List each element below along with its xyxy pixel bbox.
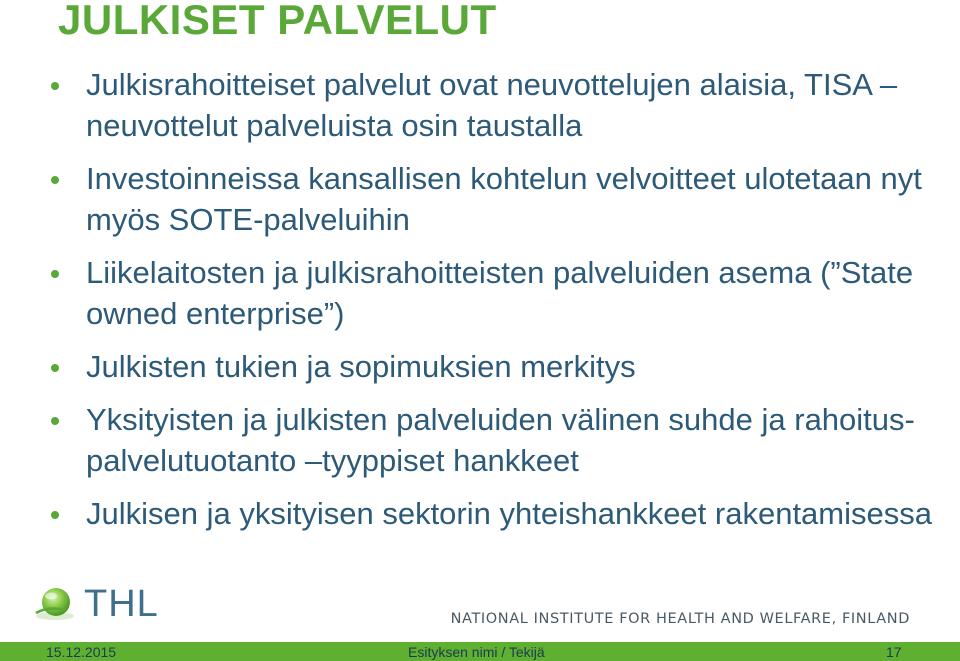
bullet-item	[48, 399, 948, 481]
bullet-icon	[51, 82, 59, 90]
bullet-icon	[51, 270, 59, 278]
footer-date: 15.12.2015	[46, 644, 117, 660]
bullet-list	[48, 64, 948, 546]
bullet-text: Yksityisten ja julkisten palveluiden välinen suhde ja rahoitus-palvelutuotanto –tyyppiset hankkeet	[86, 402, 915, 478]
bullet-text: Julkisen ja yksityisen sektorin yhteishankkeet rakentamisessa	[86, 496, 932, 531]
bullet-text: Julkisten tukien ja sopimuksien merkitys	[86, 349, 636, 384]
footer-bar	[0, 642, 960, 661]
bullet-text: Investoinneissa kansallisen kohtelun velvoitteet ulotetaan nyt myös SOTE-palveluihin	[86, 161, 922, 237]
logo-text: THL	[84, 583, 159, 625]
bullet-icon	[51, 364, 59, 372]
bullet-item	[48, 64, 948, 146]
thl-globe-logo-icon	[34, 586, 76, 622]
bullet-icon	[51, 176, 59, 184]
thl-logo	[34, 584, 174, 624]
bullet-text: Liikelaitosten ja julkisrahoitteisten palveluiden asema (”State owned enterprise”)	[86, 255, 914, 331]
bullet-item	[48, 346, 948, 387]
bullet-item	[48, 158, 948, 240]
bullet-icon	[51, 511, 59, 519]
footer-presentation-author: Esityksen nimi / Tekijä	[408, 644, 545, 660]
bullet-item	[48, 493, 948, 534]
slide-title: JULKISET PALVELUT	[58, 0, 497, 43]
footer-page-number: 17	[886, 644, 902, 660]
bullet-icon	[51, 417, 59, 425]
bullet-text: Julkisrahoitteiset palvelut ovat neuvottelujen alaisia, TISA –neuvottelut palveluista osin taustalla	[86, 67, 898, 143]
bullet-item	[48, 252, 948, 334]
institute-name: NATIONAL INSTITUTE FOR HEALTH AND WELFARE, FINLAND	[450, 611, 910, 627]
